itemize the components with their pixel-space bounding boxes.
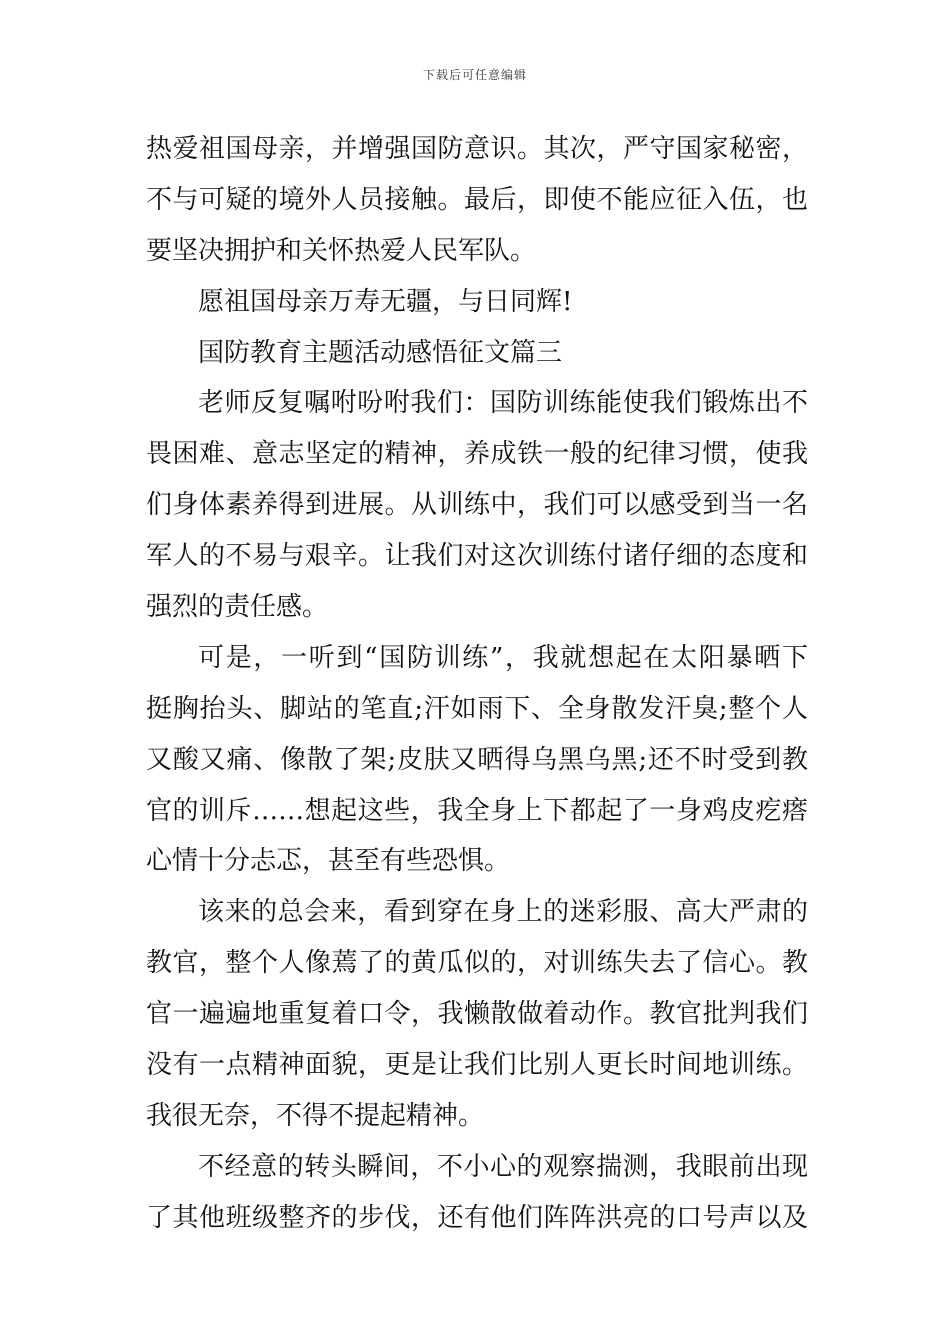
text-line: 不经意的转头瞬间，不小心的观察揣测，我眼前出现 — [198, 1151, 808, 1182]
text-line: 又酸又痛、像散了架;皮肤又晒得乌黑乌黑;还不时受到教 — [146, 744, 808, 775]
text-line: 可是，一听到“国防训练”，我就想起在太阳暴晒下 — [198, 642, 808, 673]
text-line: 畏困难、意志坚定的精神，养成铁一般的纪律习惯，使我 — [146, 439, 808, 470]
text-line: 国防教育主题活动感悟征文篇三 — [198, 337, 563, 368]
document-body — [146, 124, 808, 1244]
text-line: 愿祖国母亲万寿无疆，与日同辉! — [198, 286, 573, 317]
text-line: 强烈的责任感。 — [146, 592, 329, 623]
text-line: 热爱祖国母亲，并增强国防意识。其次，严守国家秘密， — [146, 134, 808, 164]
text-line: 不与可疑的境外人员接触。最后，即使不能应征入伍，也 — [146, 184, 808, 215]
text-line: 没有一点精神面貌，更是让我们比别人更长时间地训练。 — [146, 1050, 808, 1081]
text-line: 该来的总会来，看到穿在身上的迷彩服、高大严肃的 — [198, 897, 808, 928]
text-line: 官的训斥……想起这些，我全身上下都起了一身鸡皮疙瘩 — [146, 795, 808, 826]
text-line: 教官，整个人像蔫了的黄瓜似的，对训练失去了信心。教 — [146, 948, 808, 979]
text-line: 老师反复嘱咐吩咐我们：国防训练能使我们锻炼出不 — [198, 388, 808, 419]
text-line: 心情十分忐忑，甚至有些恐惧。 — [146, 846, 511, 877]
text-line: 了其他班级整齐的步伐，还有他们阵阵洪亮的口号声以及 — [146, 1202, 808, 1233]
text-line: 要坚决拥护和关怀热爱人民军队。 — [146, 235, 537, 266]
text-line: 军人的不易与艰辛。让我们对这次训练付诸仔细的态度和 — [146, 541, 808, 572]
text-line: 官一遍遍地重复着口令，我懒散做着动作。教官批判我们 — [146, 999, 808, 1030]
text-line: 挺胸抬头、脚站的笔直;汗如雨下、全身散发汗臭;整个人 — [146, 693, 808, 724]
page-header-note: 下载后可任意编辑 — [422, 68, 527, 82]
text-line: 们身体素养得到进展。从训练中，我们可以感受到当一名 — [146, 490, 808, 521]
text-line: 我很无奈，不得不提起精神。 — [146, 1100, 485, 1131]
